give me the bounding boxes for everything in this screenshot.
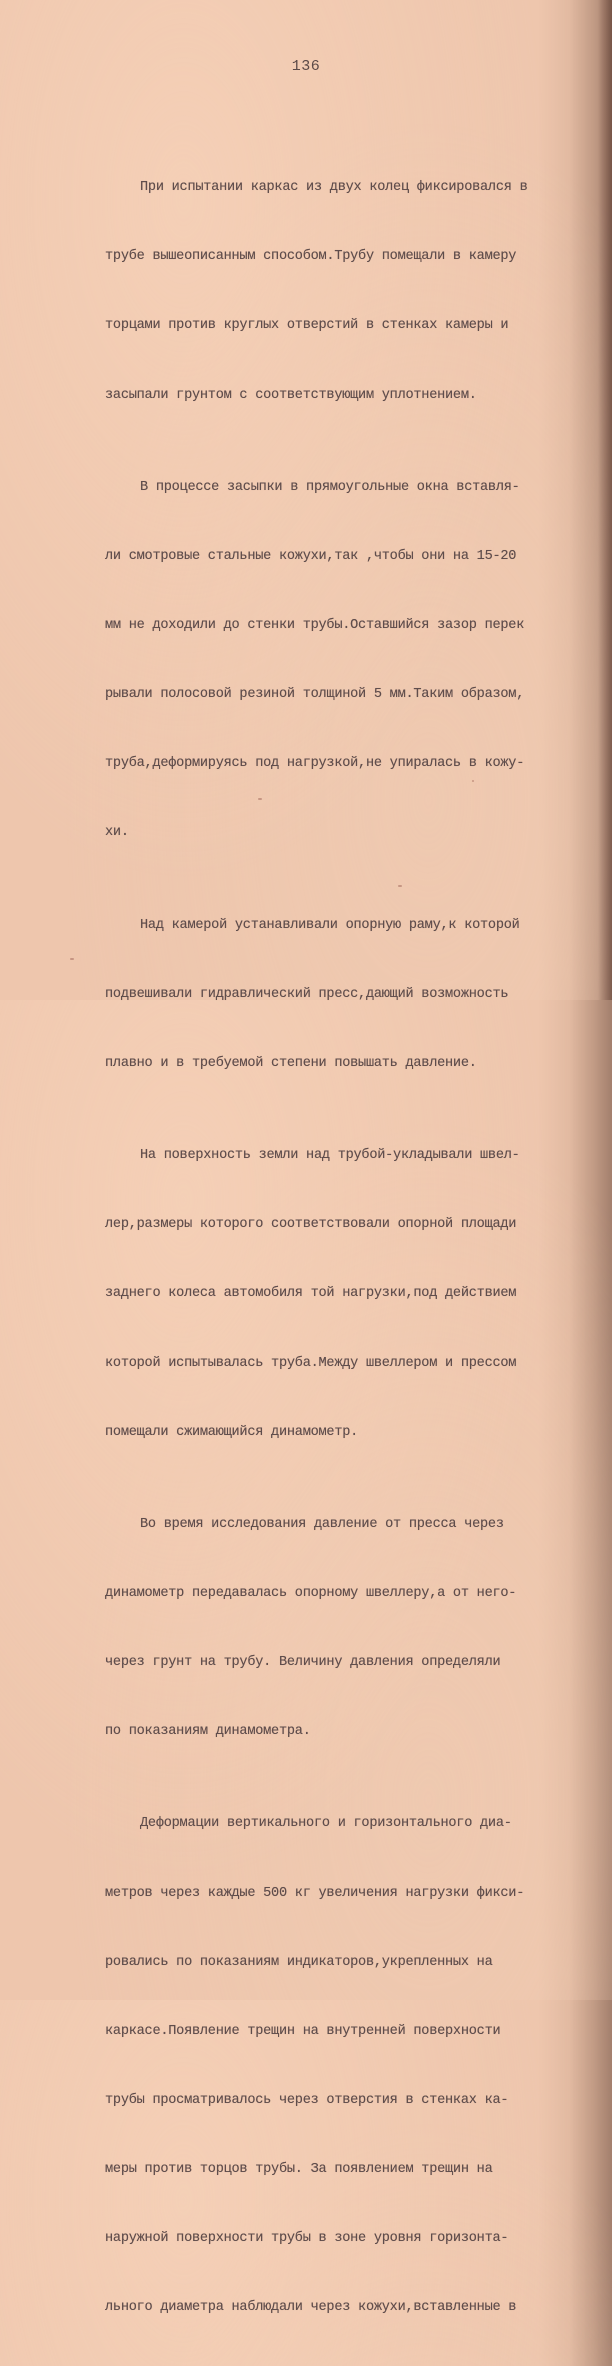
text-line: через грунт на трубу. Величину давления определяли [105, 1655, 501, 1671]
paper-speck [398, 885, 402, 887]
paper-speck [258, 798, 262, 800]
text-line: Во время исследования давление от пресса через [140, 1516, 504, 1532]
text-line: метров через каждые 500 кг увеличения нагрузки фикси- [105, 1885, 525, 1901]
text-line: подвешивали гидравлический пресс,дающий возможность [105, 986, 509, 1002]
text-line: трубы просматривалось через отверстия в стенках ка- [105, 2093, 509, 2109]
text-line: При испытании каркас из двух колец фиксировался в [140, 180, 528, 196]
body-text [105, 107, 575, 2366]
text-line: лер,размеры которого соответствовали опорной площади [105, 1217, 517, 1233]
text-line: заднего колеса автомобиля той нагрузки,под действием [105, 1286, 517, 1302]
text-line: На поверхность земли над трубой-укладывали швел- [140, 1148, 520, 1164]
text-line: ровались по показаниям индикаторов,укрепленных на [105, 1954, 493, 1970]
text-line: наружной поверхности трубы в зоне уровня горизонта- [105, 2231, 509, 2247]
text-line: Деформации вертикального и горизонтального диа- [140, 1816, 512, 1832]
text-line: динамометр передавалась опорному швеллеру,а от него- [105, 1586, 517, 1601]
text-line: Над камерой устанавливали опорную раму,к которой [140, 917, 520, 933]
text-line: плавно и в требуемой степени повышать давление. [105, 1055, 477, 1071]
text-line: каркасе.Появление трещин на внутренней поверхности [105, 2023, 501, 2039]
text-line: засыпали грунтом с соответствующим уплотнением. [105, 387, 477, 403]
text-line: торцами против круглых отверстий в стенках камеры и [105, 318, 509, 334]
page-edge-shadow [598, 0, 612, 1000]
page-number: 136 [291, 58, 321, 75]
text-line: помещали сжимающийся динамометр. [105, 1424, 359, 1440]
text-line: меры против торцов трубы. За появлением трещин на [105, 2162, 493, 2178]
text-line: ли смотровые стальные кожухи,так ,чтобы они на 15-20 [105, 548, 517, 564]
text-line: льного диаметра наблюдали через кожухи,вставленные в [105, 2300, 517, 2316]
paper-speck [70, 958, 74, 960]
text-line: по показаниям динамометра. [105, 1724, 311, 1740]
text-line: труба,деформируясь под нагрузкой,не упиралась в кожу- [105, 756, 525, 772]
text-line: которой испытывалась труба.Между швеллером и прессом [105, 1355, 517, 1371]
paper-speck [472, 780, 474, 782]
text-line: хи. [105, 825, 129, 841]
text-line: трубе вышеописанным способом.Трубу помещали в камеру [105, 249, 517, 265]
text-line: рывали полосовой резиной толщиной 5 мм.Таким образом, [105, 687, 525, 703]
text-line: В процессе засыпки в прямоугольные окна вставля- [140, 479, 520, 495]
text-line: мм не доходили до стенки трубы.Оставшийся зазор перек [105, 618, 525, 634]
